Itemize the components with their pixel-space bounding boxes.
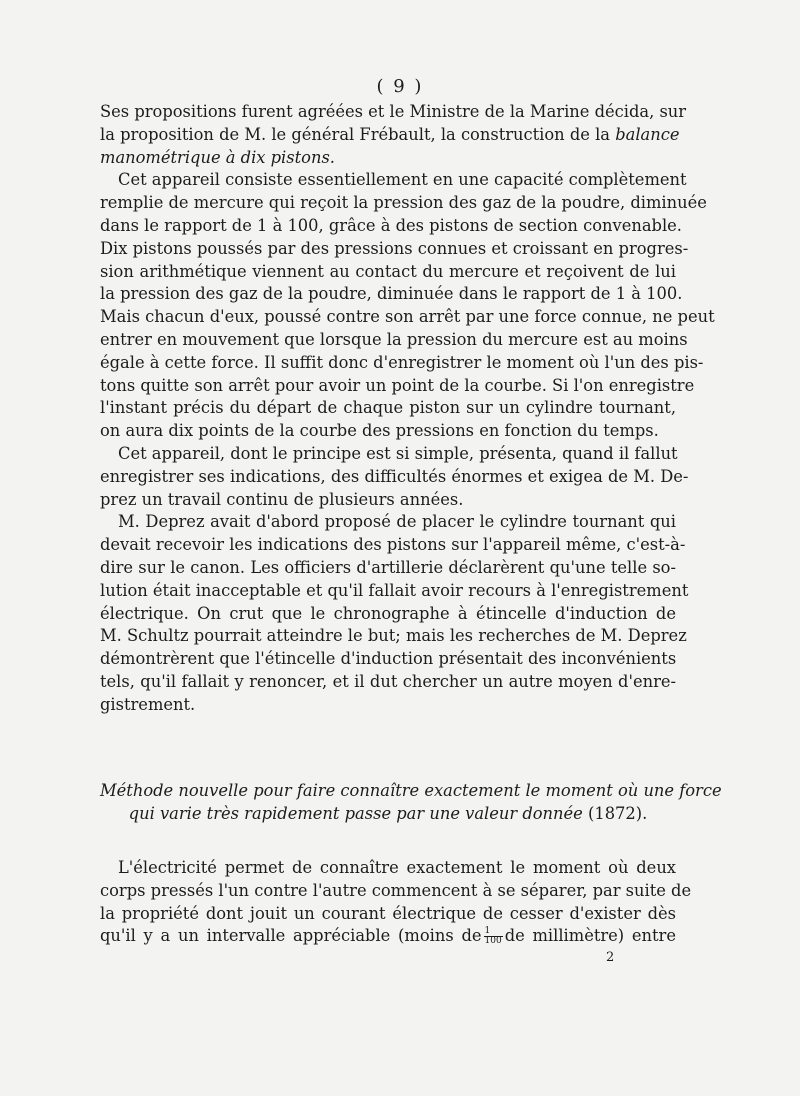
paragraph-2-line-3: dans le rapport de 1 à 100, grâce à des pistons de section convenable. [100, 215, 682, 235]
paragraph-5-line-3: la propriété dont jouit un courant électrique de cesser d'exister dès [100, 903, 676, 923]
paragraph-2-line-1: Cet appareil consiste essentiellement en une capacité complètement [118, 170, 687, 190]
paragraph-5-line-4-after: de millimètre) entre [504, 926, 676, 946]
paragraph-2-line-7: Mais chacun d'eux, poussé contre son arrêt par une force connue, ne peut [100, 307, 715, 327]
paragraph-1-line-2 [100, 124, 680, 147]
italic-manometrique: manométrique à dix pistons. [100, 147, 335, 167]
heading-line-1-text: Méthode nouvelle pour faire connaître exactement le moment où une force [100, 781, 722, 800]
paragraph-4-line-5: électrique. On crut que le chronographe à étincelle d'induction de [100, 603, 676, 623]
paragraph-4-line-1: M. Deprez avait d'abord proposé de placer le cylindre tournant qui [118, 512, 676, 532]
paragraph-3-line-3: prez un travail continu de plusieurs années. [100, 489, 464, 509]
paragraph-2-line-9: égale à cette force. Il suffit donc d'enregistrer le moment où l'un des pis- [100, 352, 704, 372]
heading-year: (1872). [587, 803, 648, 823]
paragraph-1-line-3 [100, 147, 676, 170]
paragraph-4-line-4: lution était inacceptable et qu'il fallait avoir recours à l'enregistrement [100, 580, 689, 600]
paragraph-5-line-2: corps pressés l'un contre l'autre commencent à se séparer, par suite de [100, 880, 692, 900]
paragraph-4-line-6: M. Schultz pourrait atteindre le but; mais les recherches de M. Deprez [100, 626, 687, 646]
paragraph-1-line-1: Ses propositions furent agréées et le Ministre de la Marine décida, sur [100, 102, 687, 121]
section-heading [100, 780, 722, 826]
paragraph-5 [100, 857, 692, 948]
paragraph-4-line-3: dire sur le canon. Les officiers d'artillerie déclarèrent qu'une telle so- [100, 557, 676, 577]
paragraph-2-line-6: la pression des gaz de la poudre, diminuée dans le rapport de 1 à 100. [100, 284, 683, 304]
paragraph-3-line-1: Cet appareil, dont le principe est si simple, présenta, quand il fallut [118, 443, 678, 463]
paragraph-4-line-7: démontrèrent que l'étincelle d'induction présentait des inconvénients [100, 649, 677, 669]
fraction-denominator: 100 [484, 936, 502, 947]
heading-line-2 [100, 803, 676, 826]
paragraph-2-line-2: remplie de mercure qui reçoit la pression des gaz de la poudre, diminuée [100, 193, 707, 213]
paragraph-5-line-1: L'électricité permet de connaître exactement le moment où deux [118, 858, 676, 877]
paragraph-4-line-8: tels, qu'il fallait y renoncer, et il dut chercher un autre moyen d'enre- [100, 671, 676, 691]
paragraph-4-line-9: gistrement. [100, 694, 196, 714]
heading-line-1 [100, 780, 722, 803]
paragraph-1-line-2-text: la proposition de M. le général Frébault, la construction de la [100, 124, 610, 144]
paragraph-4-line-2: devait recevoir les indications des pistons sur l'appareil même, c'est-à- [100, 535, 686, 555]
heading-line-2-text: qui varie très rapidement passe par une valeur donnée [128, 803, 583, 823]
paragraph-3-line-2: enregistrer ses indications, des difficultés énormes et exigea de M. De- [100, 466, 689, 486]
paragraph-2-line-10: tons quitte son arrêt pour avoir un point de la courbe. Si l'on enregistre [100, 375, 695, 395]
paragraph-2-line-5: sion arithmétique viennent au contact du mercure et reçoivent de lui [100, 261, 676, 281]
paragraph-2-line-12: on aura dix points de la courbe des pressions en fonction du temps. [100, 421, 659, 441]
body-text [100, 101, 715, 717]
fraction-numerator: 1 [484, 927, 503, 937]
paragraph-5-line-4-before: qu'il y a un intervalle appréciable (moins de [100, 926, 482, 946]
paragraph-5-line-4 [100, 925, 676, 948]
italic-balance: balance [615, 124, 680, 144]
paragraph-2-line-8: entrer en mouvement que lorsque la pression du mercure est au moins [100, 329, 688, 349]
page-number: ( 9 ) [376, 76, 424, 97]
paragraph-2-line-11: l'instant précis du départ de chaque piston sur un cylindre tournant, [100, 398, 676, 418]
fraction-one-hundredth [484, 927, 503, 946]
paragraph-2-line-4: Dix pistons poussés par des pressions connues et croissant en progres- [100, 238, 689, 258]
signature-mark: 2 [606, 950, 615, 965]
